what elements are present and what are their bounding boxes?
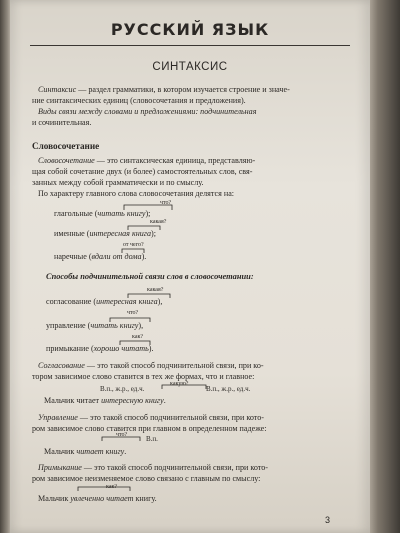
adjoining-line-2: ром зависимое неизменяемое слово связано с главным по смыслу:: [32, 474, 261, 483]
term-collocation: Словосочетание: [38, 156, 95, 165]
section-title: СИНТАКСИС: [152, 61, 228, 73]
link-government-example: читать книгу: [90, 321, 139, 330]
heading-collocation: Словосочетание: [32, 141, 100, 151]
type-nominal-question: какая?: [150, 219, 167, 225]
arrow-adjoining-example: [78, 487, 130, 491]
heading-links: Способы подчинительной связи слов в словосочетании:: [46, 272, 254, 281]
collocation-by-main: По характеру главного слова словосочетания делятся на:: [38, 189, 235, 198]
arrow-adverbial: [122, 249, 144, 253]
agreement-line-2: тором зависимое слово ставится в тех же формах, что и главное:: [32, 372, 255, 381]
arrow-government-example: [102, 437, 140, 441]
link-government-prefix: управление (: [46, 321, 91, 330]
type-adverbial-prefix: наречные (: [54, 252, 92, 261]
link-adjoining-prefix: примыкание (: [46, 344, 94, 353]
agreement-example-word: интересную книгу: [101, 396, 164, 405]
type-verbal-question: что?: [160, 200, 172, 206]
arrow-adjoining: [120, 341, 150, 345]
intro-line-4: и сочинительная.: [32, 118, 92, 127]
collocation-def-2: щая собой сочетание двух (и более) самостоятельных слов, свя-: [32, 167, 253, 176]
type-nominal-prefix: именные (: [54, 229, 90, 238]
government-line-2: ром зависимое слово ставится при главном в определенном падеже:: [32, 424, 267, 433]
arrow-nominal: [128, 226, 160, 230]
intro-line-3: Виды связи между словами и предложениями: подчинительная: [38, 107, 257, 116]
link-agreement-question: какая?: [147, 287, 164, 293]
government-example-prefix: Мальчик: [44, 447, 77, 456]
link-adjoining-suffix: ).: [148, 344, 154, 353]
adjoining-line-1-rest: — это такой способ подчинительной связи, при кото-: [81, 463, 268, 472]
term-government: Управление: [38, 413, 78, 422]
agreement-example-prefix: Мальчик читает: [44, 396, 102, 405]
link-agreement-suffix: ),: [157, 297, 163, 306]
agreement-form-2: В.п., ж.р., ед.ч.: [206, 385, 251, 393]
term-agreement: Согласование: [38, 361, 85, 370]
type-adverbial-suffix: ).: [141, 252, 147, 261]
government-line-1-rest: — это такой способ подчинительной связи, при кото-: [77, 413, 264, 422]
government-example-suffix: .: [124, 447, 127, 456]
link-agreement-prefix: согласование (: [46, 297, 97, 306]
government-question: что?: [116, 432, 128, 438]
page-number: 3: [325, 515, 331, 525]
term-adjoining: Примыкание: [38, 463, 82, 472]
adjoining-example-word: увлеченно читает: [70, 494, 134, 503]
page-title: РУССКИЙ ЯЗЫК: [110, 20, 270, 39]
link-government-question: что?: [127, 310, 139, 316]
intro-line-1-rest: — раздел грамматики, в котором изучается строение и значе-: [76, 85, 290, 94]
arrow-agreement-example: [162, 385, 206, 389]
type-nominal-example: интересная книга: [89, 229, 151, 238]
agreement-question: какую?: [170, 381, 189, 387]
collocation-def-3: занных между собой грамматически и по смыслу.: [32, 178, 204, 187]
adjoining-question: как?: [106, 484, 118, 490]
government-example-word: читает книгу: [76, 447, 125, 456]
book-page: [10, 0, 370, 533]
term-syntax: Синтаксис: [38, 85, 77, 94]
adjoining-example-suffix: книгу.: [133, 494, 157, 503]
type-adverbial-example: вдали от дома: [91, 252, 142, 261]
arrow-agreement: [128, 294, 170, 298]
type-verbal-prefix: глагольные (: [54, 209, 98, 218]
link-arrows: [10, 0, 370, 533]
type-verbal-example: читать книгу: [97, 209, 146, 218]
type-adverbial-question: от чего?: [123, 242, 144, 248]
desk-right: [366, 0, 400, 533]
government-form: В.п.: [146, 435, 158, 443]
link-agreement-example: интересная книга: [96, 297, 158, 306]
type-nominal-suffix: );: [151, 229, 156, 238]
agreement-line-1-rest: — это такой способ подчинительной связи, при ко-: [84, 361, 264, 370]
link-government-suffix: ),: [138, 321, 144, 330]
intro-line-2: ние синтаксических единиц (словосочетания и предложения).: [32, 96, 246, 105]
link-adjoining-question: как?: [132, 334, 144, 340]
type-verbal-suffix: );: [145, 209, 151, 218]
arrow-government: [110, 318, 150, 322]
agreement-form-1: В.п., ж.р., ед.ч.: [100, 385, 145, 393]
collocation-def-1-rest: — это синтаксическая единица, представляю-: [94, 156, 256, 165]
adjoining-example-prefix: Мальчик: [38, 494, 71, 503]
arrow-verbal: [124, 205, 172, 210]
agreement-example-suffix: .: [163, 396, 166, 405]
link-adjoining-example: хорошо читать: [93, 344, 149, 353]
